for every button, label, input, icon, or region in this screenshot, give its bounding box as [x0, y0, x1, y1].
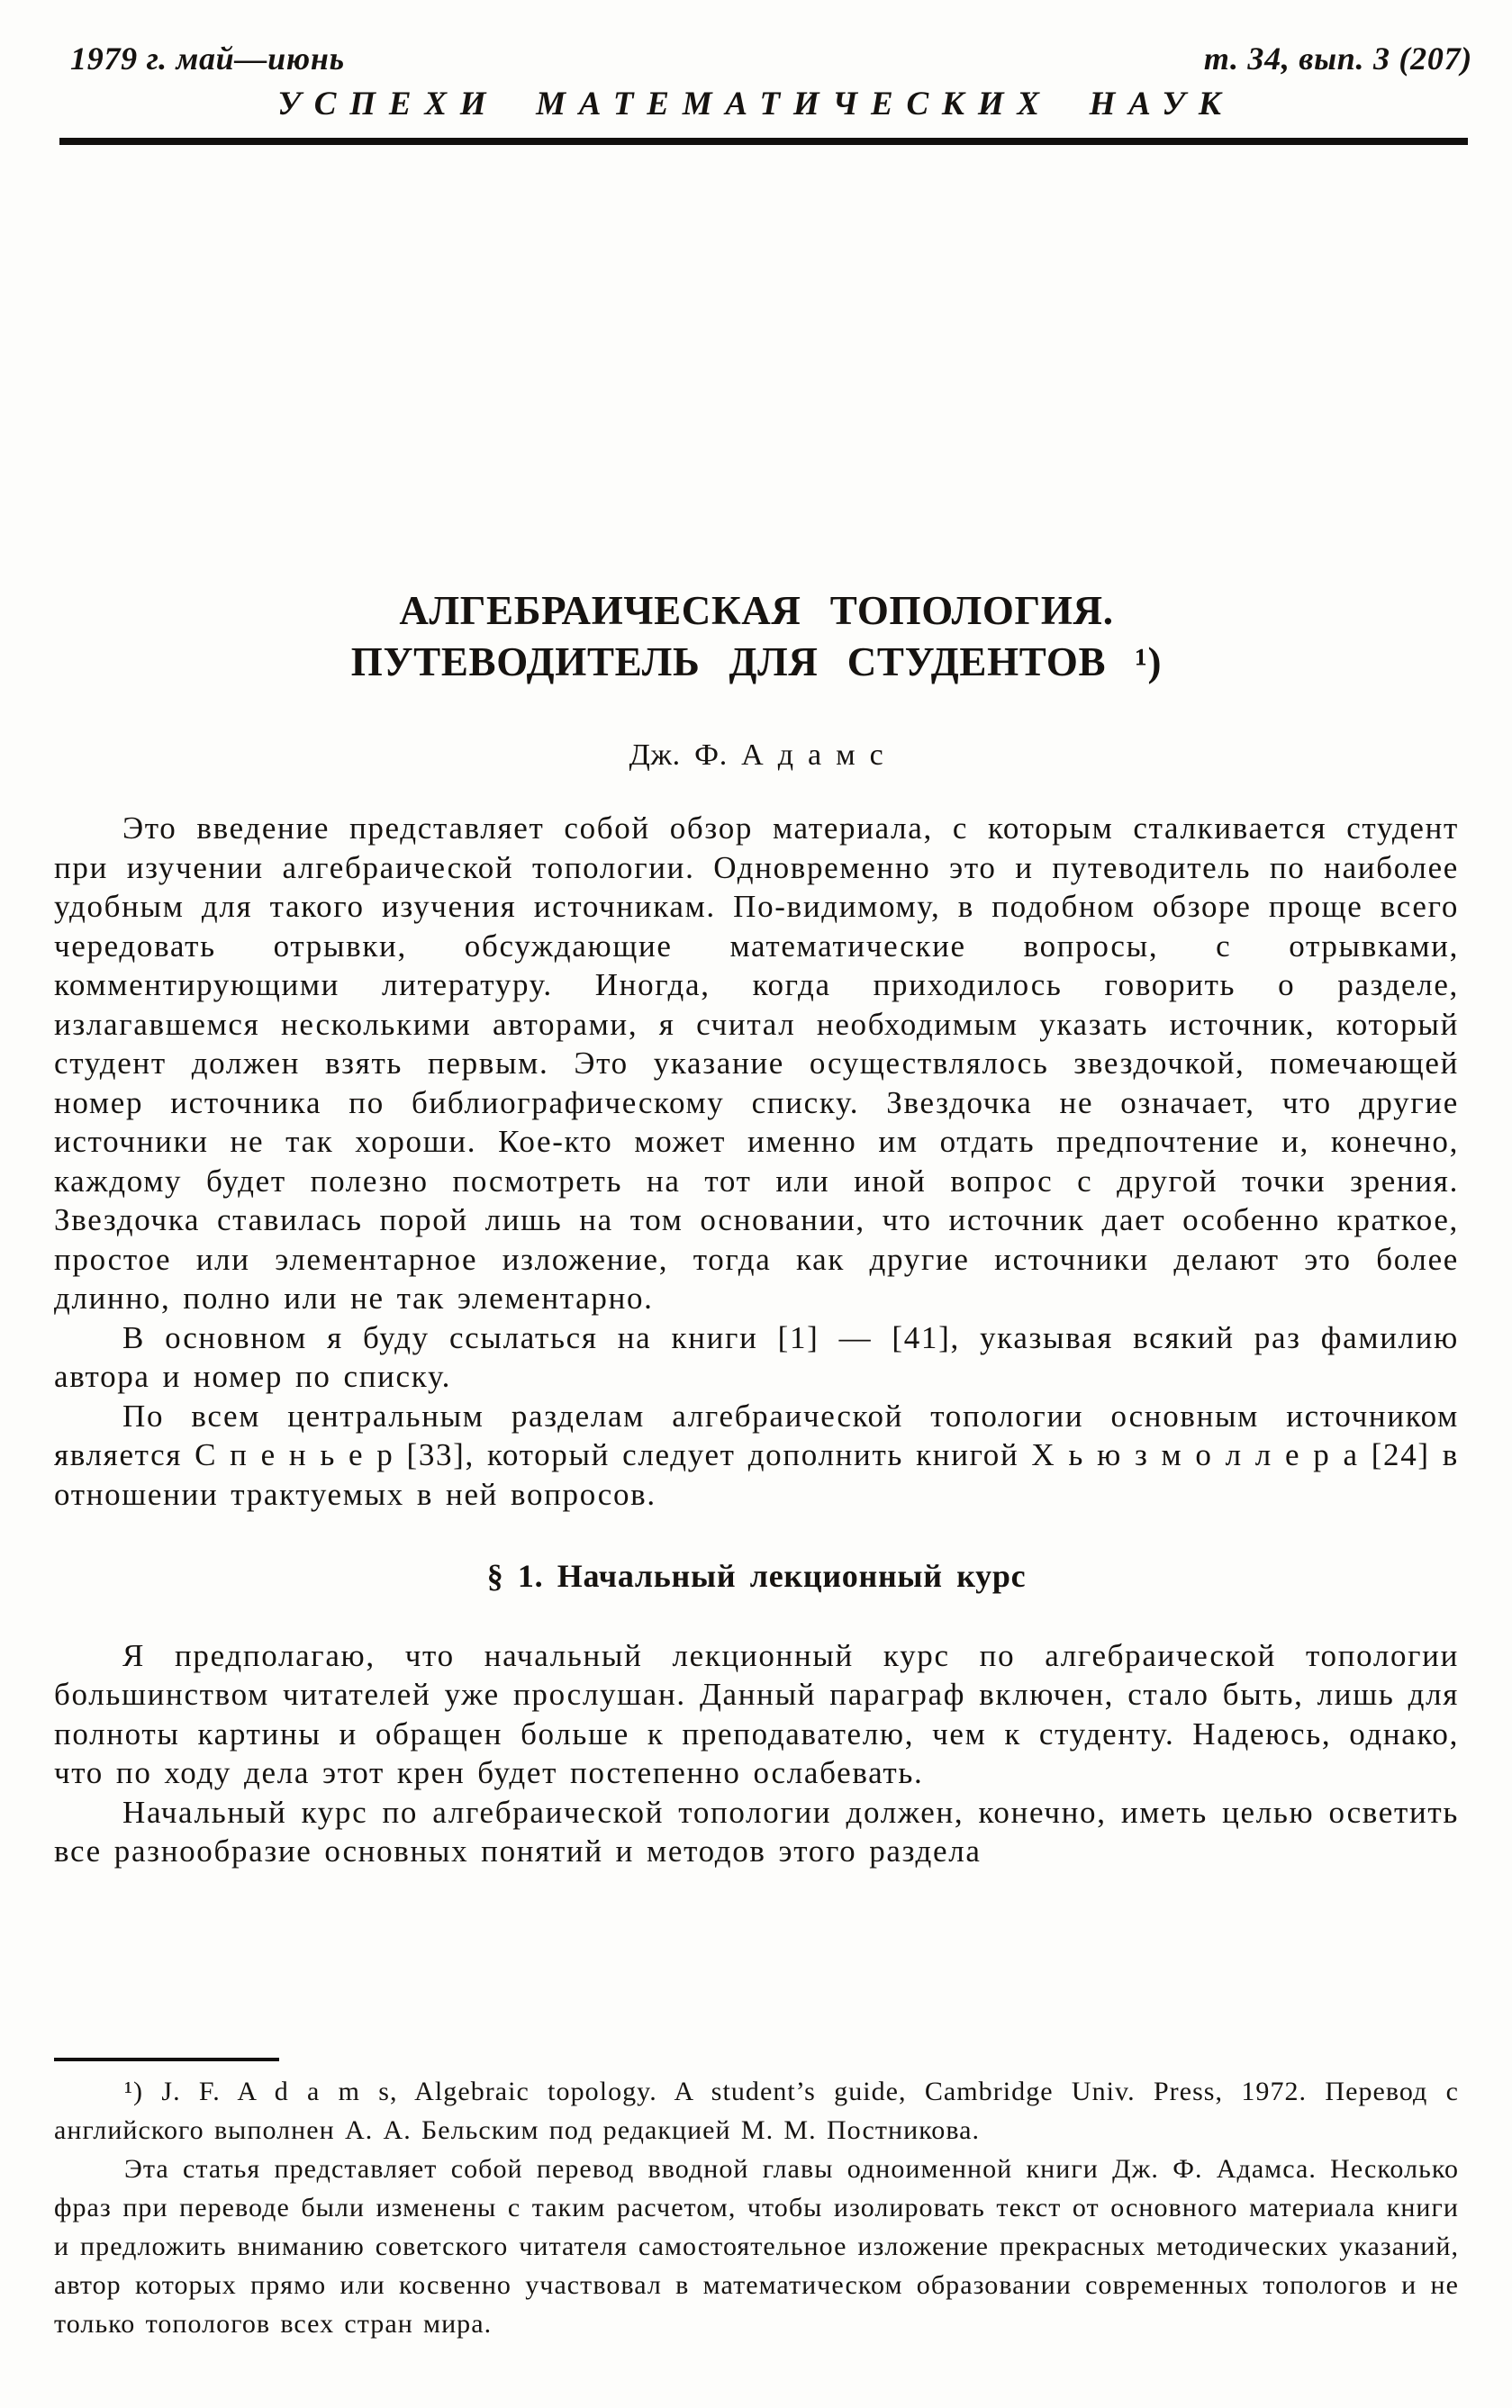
issue-date: 1979 г. май—июнь: [70, 41, 345, 77]
section-paragraph: Я предполагаю, что начальный лекционный курс по алгебраической топологии большинством читателей уже прослушан. Данный параграф включен, стало быть, лишь для полноты картины и обращен больше к преподавателю, чем к студенту. Надеюсь, однако, что по ходу дела этот крен будет постепенно ослабевать.: [54, 1637, 1459, 1790]
article-title-line1: АЛГЕБРАИЧЕСКАЯ ТОПОЛОГИЯ.: [399, 588, 1114, 633]
footnote: Эта статья представляет собой перевод вводной главы одноименной книги Дж. Ф. Адамса. Несколько фраз при переводе были изменены с таким расчетом, чтобы изолировать текст от основного материала книги и предложить вниманию советского читателя самостоятельное изложение прекрасных методических указаний, автор которых прямо или косвенно участвовал в математическом образовании современных топологов и не только топологов всех стран мира.: [54, 2154, 1459, 2339]
section-heading: § 1. Начальный лекционный курс: [486, 1558, 1027, 1594]
intro-paragraph: По всем центральным разделам алгебраической топологии основным источником является С п е н ь е р [33], который следует дополнить книгой Х ь ю з м о л л е р а [24] в отношении трактуемых в ней вопросов.: [54, 1398, 1459, 1512]
section-paragraph: Начальный курс по алгебраической топологии должен, конечно, иметь целью осветить все разнообразие основных понятий и методов этого раздела: [54, 1794, 1459, 1869]
footnotes-block: [54, 2058, 1459, 2343]
header-rule: [59, 138, 1468, 145]
article-title: [54, 585, 1459, 688]
footnote-separator: [54, 2058, 279, 2061]
journal-title: УСПЕХИ МАТЕМАТИЧЕСКИХ НАУК: [277, 86, 1235, 122]
volume-issue: т. 34, вып. 3 (207): [1203, 41, 1472, 77]
article-title-line2: ПУТЕВОДИТЕЛЬ ДЛЯ СТУДЕНТОВ ¹): [350, 639, 1163, 684]
running-head: [70, 40, 1472, 77]
intro-paragraph: Это введение представляет собой обзор материала, с которым сталкивается студент при изучении алгебраической топологии. Одновременно это и путеводитель по наиболее удобным для такого изучения источникам. По-видимому, в подобном обзоре проще всего чередовать отрывки, обсуждающие математические вопросы, с отрывками, комментирующими литературу. Иногда, когда приходилось говорить о разделе, излагавшемся несколькими авторами, я считал необходимым указать источник, который студент должен взять первым. Это указание осуществлялось звездочкой, помечающей номер источника по библиографическому списку. Звездочка не означает, что другие источники не так хороши. Кое-кто может именно им отдать предпочтение и, конечно, каждому будет полезно посмотреть на тот или иной вопрос с другой точки зрения. Звездочка ставилась порой лишь на том основании, что источник дает особенно краткое, простое или элементарное изложение, тогда как другие источники делают это более длинно, полно или не так элементарно.: [54, 810, 1459, 1316]
article-author: Дж. Ф. А д а м с: [629, 738, 884, 772]
intro-paragraph: В основном я буду ссылаться на книги [1] — [41], указывая всякий раз фамилию автора и номер по списку.: [54, 1319, 1459, 1394]
footnote: ¹) J. F. A d a m s, Algebraic topology. A student’s guide, Cambridge Univ. Press, 1972. Перевод с английского выполнен А. А. Бельским под редакцией М. М. Постникова.: [54, 2077, 1459, 2145]
article-body: [54, 809, 1459, 1871]
